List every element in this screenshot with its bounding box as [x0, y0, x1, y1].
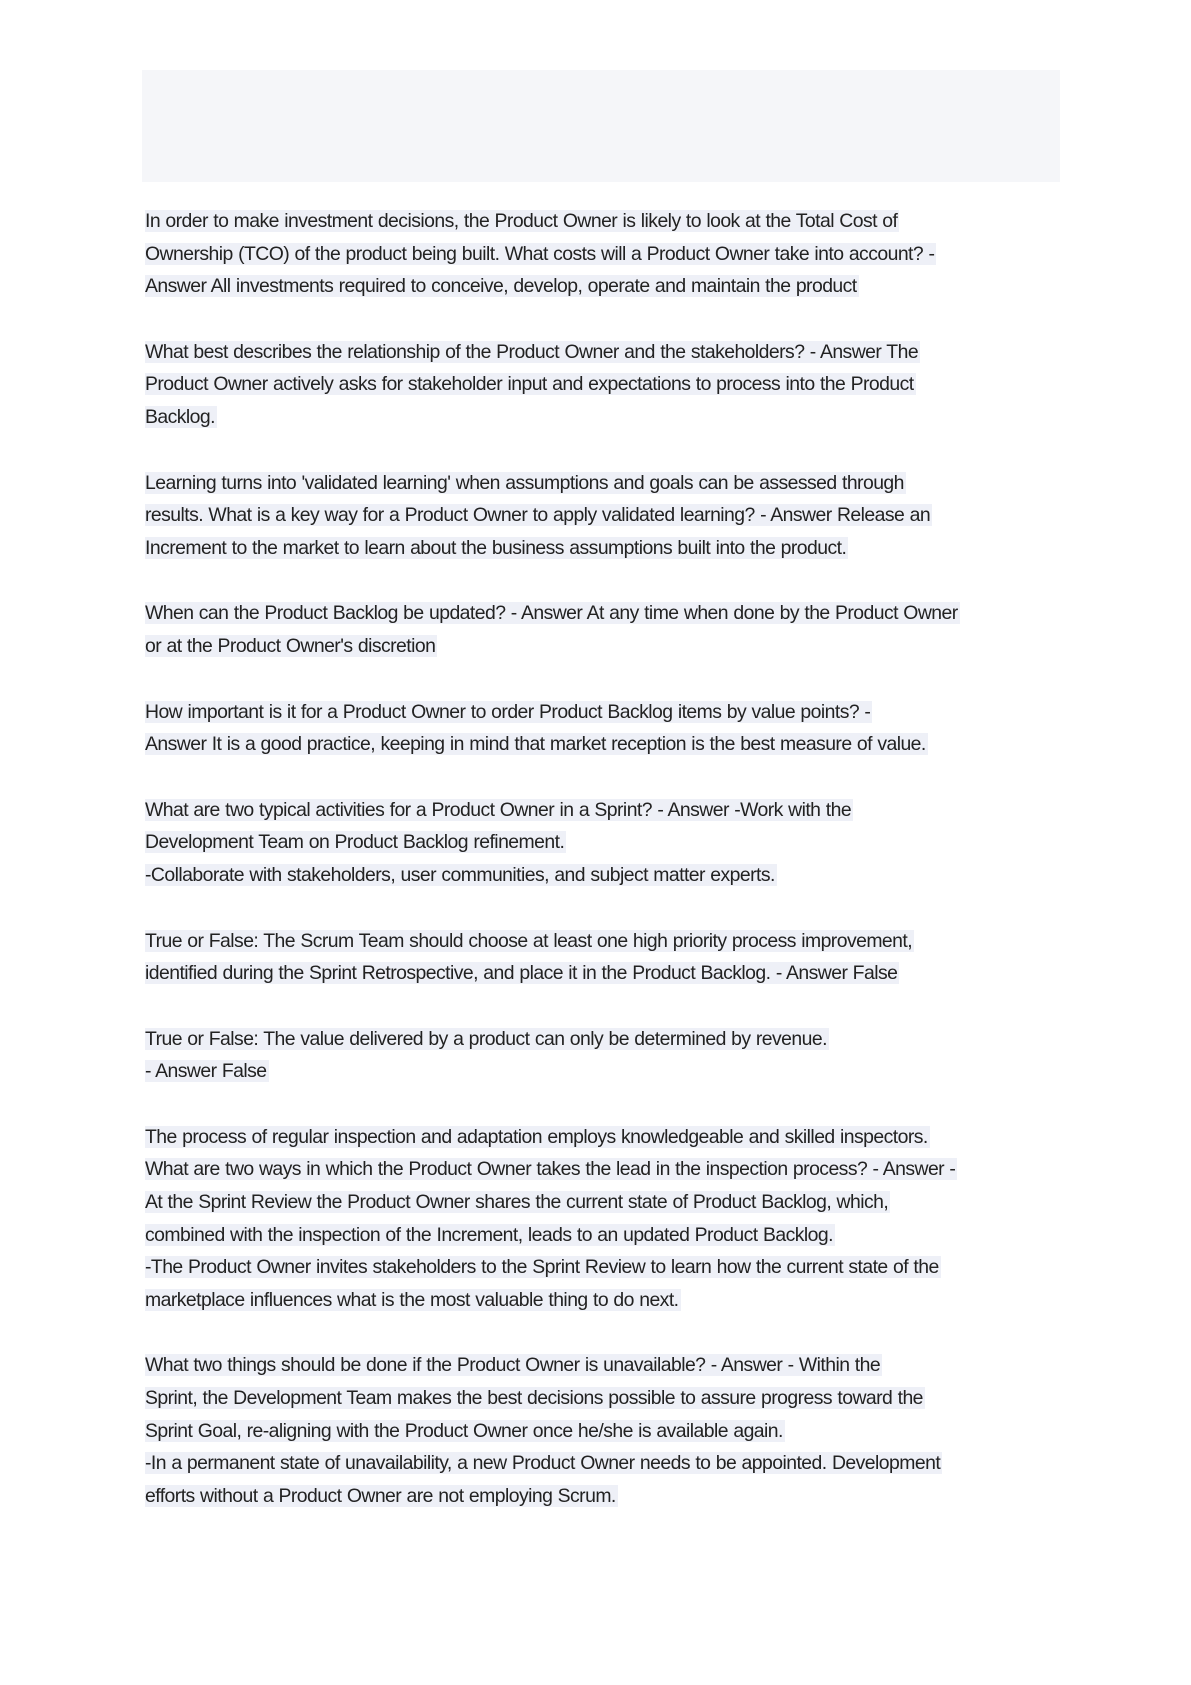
text-line [145, 499, 1050, 532]
text-line [145, 1153, 1050, 1186]
text-line-content: Development Team on Product Backlog refinement. [145, 831, 565, 854]
text-line-content: Answer All investments required to conceive, develop, operate and maintain the product [145, 275, 857, 298]
qa-entry [145, 597, 1050, 662]
text-line-content: identified during the Sprint Retrospective, and place it in the Product Backlog. - Answer False [145, 962, 898, 985]
qa-entry [145, 1023, 1050, 1088]
header-band [142, 70, 1060, 182]
qa-entry [145, 205, 1050, 303]
text-line-content: Learning turns into 'validated learning' when assumptions and goals can be assessed through [145, 471, 904, 494]
text-line [145, 1251, 1050, 1284]
text-line-content: marketplace influences what is the most valuable thing to do next. [145, 1288, 679, 1311]
text-line [145, 696, 1050, 729]
text-line-content: What best describes the relationship of the Product Owner and the stakeholders? - Answer The [145, 340, 919, 363]
qa-entry [145, 1349, 1050, 1512]
text-line [145, 1186, 1050, 1219]
text-line-content: Sprint, the Development Team makes the best decisions possible to assure progress toward the [145, 1387, 923, 1410]
text-line-content: The process of regular inspection and adaptation employs knowledgeable and skilled inspectors. [145, 1125, 928, 1148]
text-line-content: - Answer False [145, 1060, 267, 1083]
text-line [145, 336, 1050, 369]
text-line-content: Answer It is a good practice, keeping in mind that market reception is the best measure of value. [145, 733, 926, 756]
text-line-content: What are two typical activities for a Product Owner in a Sprint? - Answer -Work with the [145, 798, 852, 821]
text-line [145, 238, 1050, 271]
qa-content [145, 205, 1050, 1545]
text-line [145, 270, 1050, 303]
text-line [145, 368, 1050, 401]
text-line-content: Sprint Goal, re-aligning with the Product Owner once he/she is available again. [145, 1419, 783, 1442]
text-line-content: What are two ways in which the Product Owner takes the lead in the inspection process? - Answer - [145, 1158, 956, 1181]
text-line [145, 1121, 1050, 1154]
text-line [145, 925, 1050, 958]
text-line-content: Ownership (TCO) of the product being built. What costs will a Product Owner take into account? - [145, 242, 935, 265]
text-line [145, 728, 1050, 761]
text-line [145, 1055, 1050, 1088]
text-line-content: True or False: The value delivered by a product can only be determined by revenue. [145, 1027, 827, 1050]
qa-entry [145, 336, 1050, 434]
text-line-content: or at the Product Owner's discretion [145, 634, 436, 657]
text-line [145, 1349, 1050, 1382]
qa-entry [145, 696, 1050, 761]
text-line [145, 957, 1050, 990]
text-line [145, 1023, 1050, 1056]
text-line [145, 597, 1050, 630]
text-line [145, 1480, 1050, 1513]
text-line-content: At the Sprint Review the Product Owner shares the current state of Product Backlog, which, [145, 1191, 889, 1214]
text-line [145, 1382, 1050, 1415]
text-line-content: -In a permanent state of unavailability, a new Product Owner needs to be appointed. Development [145, 1452, 941, 1475]
text-line [145, 1284, 1050, 1317]
text-line-content: How important is it for a Product Owner to order Product Backlog items by value points? - [145, 700, 871, 723]
text-line [145, 826, 1050, 859]
text-line-content: combined with the inspection of the Increment, leads to an updated Product Backlog. [145, 1223, 833, 1246]
text-line [145, 532, 1050, 565]
text-line-content: efforts without a Product Owner are not employing Scrum. [145, 1484, 616, 1507]
text-line-content: Backlog. [145, 405, 215, 428]
text-line-content: Product Owner actively asks for stakeholder input and expectations to process into the Product [145, 373, 914, 396]
text-line-content: What two things should be done if the Product Owner is unavailable? - Answer - Within the [145, 1354, 881, 1377]
text-line-content: -The Product Owner invites stakeholders to the Sprint Review to learn how the current state of the [145, 1256, 939, 1279]
text-line [145, 205, 1050, 238]
qa-entry [145, 1121, 1050, 1317]
qa-entry [145, 925, 1050, 990]
text-line-content: -Collaborate with stakeholders, user communities, and subject matter experts. [145, 863, 775, 886]
text-line-content: results. What is a key way for a Product Owner to apply validated learning? - Answer Release an [145, 504, 931, 527]
text-line-content: True or False: The Scrum Team should choose at least one high priority process improvement, [145, 929, 913, 952]
text-line [145, 401, 1050, 434]
text-line [145, 1415, 1050, 1448]
qa-entry [145, 467, 1050, 565]
qa-entry [145, 794, 1050, 892]
text-line-content: In order to make investment decisions, the Product Owner is likely to look at the Total Cost of [145, 210, 898, 232]
text-line [145, 1447, 1050, 1480]
text-line-content: When can the Product Backlog be updated? - Answer At any time when done by the Product Owner [145, 602, 958, 625]
text-line [145, 859, 1050, 892]
text-line-content: Increment to the market to learn about the business assumptions built into the product. [145, 536, 847, 559]
text-line [145, 467, 1050, 500]
text-line [145, 630, 1050, 663]
text-line [145, 794, 1050, 827]
text-line [145, 1219, 1050, 1252]
